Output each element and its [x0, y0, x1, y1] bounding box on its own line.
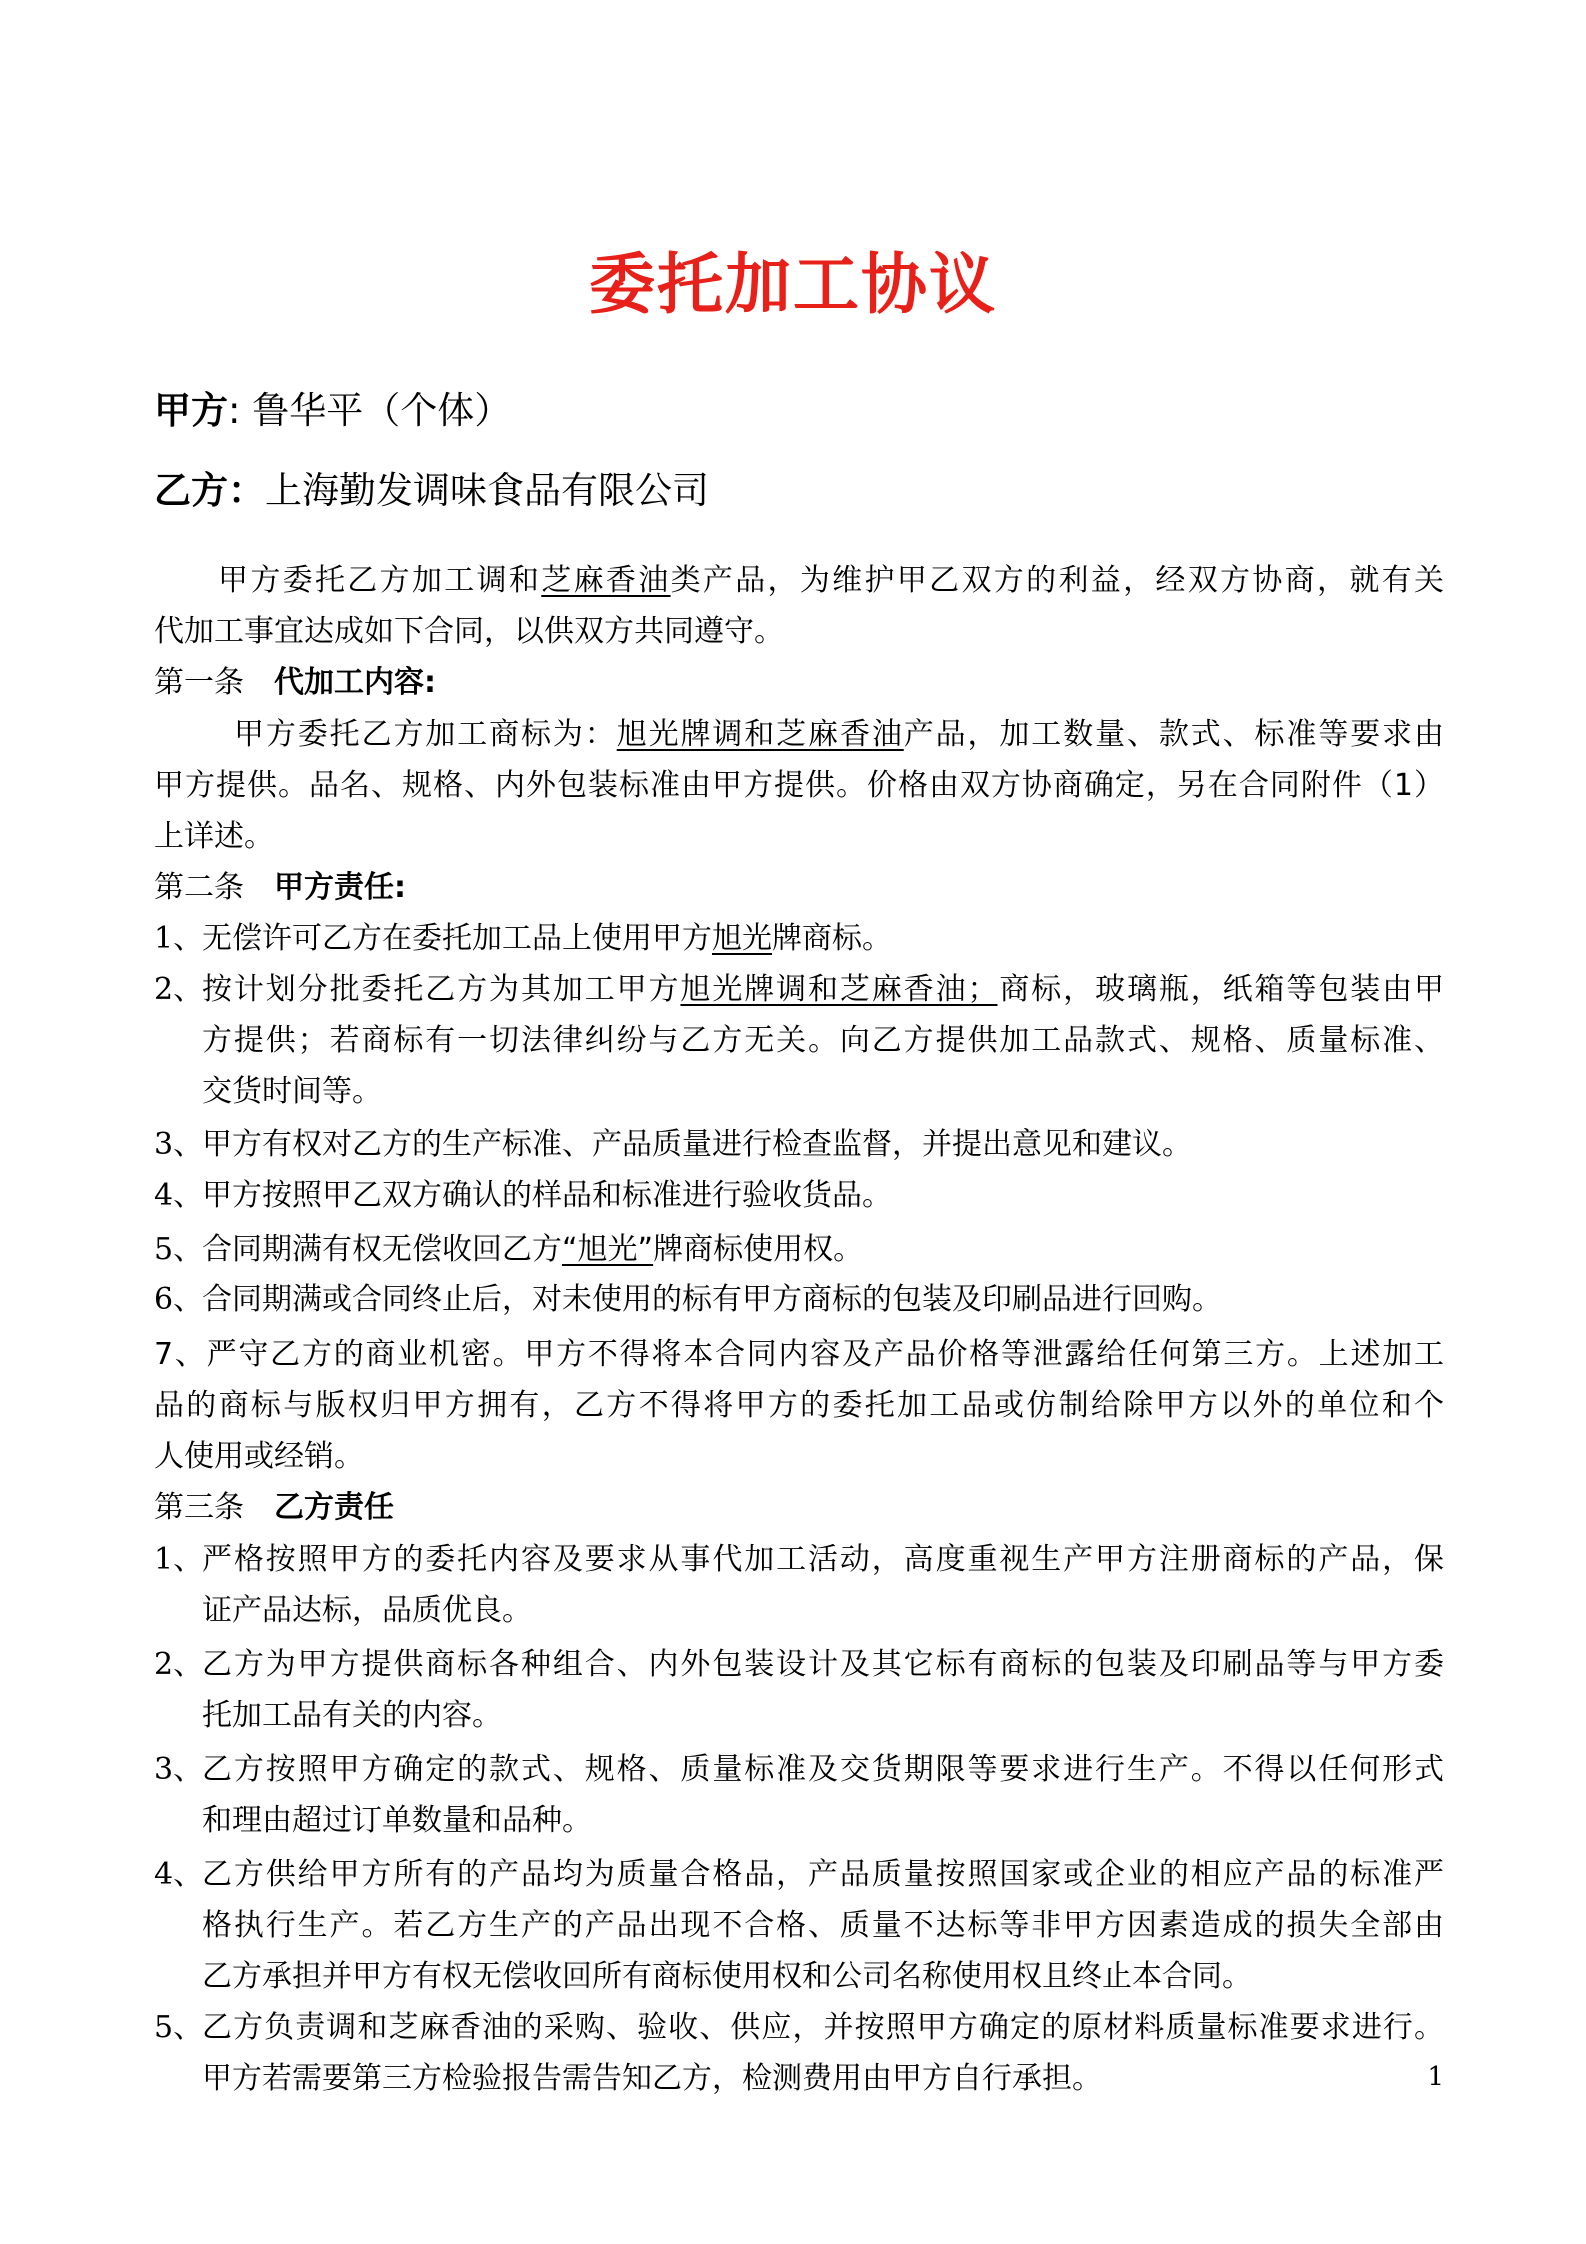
item-number: 4、 [154, 1178, 204, 1213]
article-1-line-1 [234, 717, 1445, 752]
item-underlined: “旭光” [562, 1232, 654, 1267]
article-3-title: 乙方责任 [274, 1490, 394, 1525]
article-2-item-7-line-3: 人使用或经销。 [154, 1439, 364, 1474]
article-2-heading [154, 870, 406, 905]
article-2-item-7-line-2: 品的商标与版权归甲方拥有，乙方不得将甲方的委托加工品或仿制给除甲方以外的单位和个 [154, 1388, 1444, 1423]
article-1-line-3: 上详述。 [154, 819, 274, 854]
item-text-part: 牌商标。 [772, 921, 892, 956]
party-b-sep: ： [228, 469, 265, 512]
item-text: 乙方负责调和芝麻香油的采购、验收、供应，并按照甲方确定的原材料质量标准要求进行。 [202, 2010, 1444, 2045]
item-text [202, 921, 1444, 956]
item-number: 2、 [154, 1647, 204, 1682]
item-text: 合同期满或合同终止后，对未使用的标有甲方商标的包装及印刷品进行回购。 [202, 1282, 1222, 1317]
item-text-part: 牌商标使用权。 [653, 1232, 864, 1267]
item-number: 6、 [154, 1282, 204, 1317]
article-2-item-2-line-2: 方提供；若商标有一切法律纠纷与乙方无关。向乙方提供加工品款式、规格、质量标准、 [202, 1023, 1444, 1058]
document-title: 委托加工协议 [589, 246, 997, 323]
article-1-line-2: 甲方提供。品名、规格、内外包装标准由甲方提供。价格由双方协商确定，另在合同附件（1） [154, 768, 1444, 803]
article-2-title: 甲方责任: [274, 870, 406, 905]
article-3-item-5-line-2: 甲方若需要第三方检验报告需告知乙方，检测费用由甲方自行承担。 [202, 2061, 1102, 2096]
item-text: 乙方为甲方提供商标各种组合、内外包装设计及其它标有商标的包装及印刷品等与甲方委 [202, 1647, 1444, 1682]
article-1-heading [154, 665, 436, 700]
page-number: 1 [1427, 2062, 1444, 2092]
item-number: 5、 [154, 2010, 204, 2045]
item-text: 严格按照甲方的委托内容及要求从事代加工活动，高度重视生产甲方注册商标的产品，保 [202, 1542, 1444, 1577]
item-number: 5、 [154, 1232, 204, 1267]
item-text-part: 合同期满有权无偿收回乙方 [202, 1232, 562, 1267]
item-text: 乙方按照甲方确定的款式、规格、质量标准及交货期限等要求进行生产。不得以任何形式 [202, 1752, 1444, 1787]
article-2-number: 第二条 [154, 870, 244, 905]
party-a-value: 鲁华平（个体） [240, 389, 512, 432]
item-number: 1、 [154, 921, 204, 956]
item-underlined: 旭光 [712, 921, 772, 956]
party-b-label: 乙方 [154, 469, 228, 512]
article-1-underlined: 旭光牌调和芝麻香油 [616, 717, 904, 752]
article-3-item-4-line-3: 乙方承担并甲方有权无偿收回所有商标使用权和公司名称使用权且终止本合同。 [202, 1959, 1252, 1994]
intro-underlined: 芝麻香油 [541, 563, 671, 598]
party-b [154, 469, 709, 512]
item-number: 3、 [154, 1127, 204, 1162]
intro-text: 甲方委托乙方加工调和 [218, 563, 542, 598]
article-1-title: 代加工内容: [274, 665, 436, 700]
party-b-value: 上海勤发调味食品有限公司 [265, 469, 709, 512]
article-2-item-7-line-1: 7、严守乙方的商业机密。甲方不得将本合同内容及产品价格等泄露给任何第三方。上述加工 [154, 1337, 1444, 1372]
intro-text: 类产品，为维护甲乙双方的利益，经双方协商，就有关 [670, 563, 1445, 598]
article-1-text: 甲方委托乙方加工商标为： [234, 717, 617, 752]
article-3-item-3-line-2: 和理由超过订单数量和品种。 [202, 1803, 592, 1838]
item-text: 乙方供给甲方所有的产品均为质量合格品，产品质量按照国家或企业的相应产品的标准严 [202, 1857, 1444, 1892]
item-text: 甲方有权对乙方的生产标准、产品质量进行检查监督，并提出意见和建议。 [202, 1127, 1192, 1162]
article-3-item-2-line-2: 托加工品有关的内容。 [202, 1698, 502, 1733]
item-number: 3、 [154, 1752, 204, 1787]
article-3-item-1-line-2: 证产品达标，品质优良。 [202, 1593, 532, 1628]
article-3-number: 第三条 [154, 1490, 244, 1525]
item-text-part: 商标，玻璃瓶，纸箱等包装由甲 [997, 972, 1445, 1007]
article-1-number: 第一条 [154, 665, 244, 700]
item-text-part: 无偿许可乙方在委托加工品上使用甲方 [202, 921, 712, 956]
article-2-item-2-line-3: 交货时间等。 [202, 1074, 382, 1109]
article-1-text: 产品，加工数量、款式、标准等要求由 [903, 717, 1445, 752]
intro-line-2: 代加工事宜达成如下合同，以供双方共同遵守。 [154, 614, 784, 649]
item-text-part: 按计划分批委托乙方为其加工甲方 [202, 972, 681, 1007]
item-text: 甲方按照甲乙双方确认的样品和标准进行验收货品。 [202, 1178, 892, 1213]
article-3-heading [154, 1490, 394, 1525]
party-a-sep: : [228, 389, 241, 432]
item-number: 2、 [154, 972, 204, 1007]
item-underlined: 旭光牌调和芝麻香油； [680, 972, 998, 1007]
article-3-item-4-line-2: 格执行生产。若乙方生产的产品出现不合格、质量不达标等非甲方因素造成的损失全部由 [202, 1908, 1444, 1943]
party-a-label: 甲方 [154, 389, 228, 432]
intro-line-1 [218, 563, 1445, 598]
item-text [202, 1232, 1444, 1267]
item-number: 1、 [154, 1542, 204, 1577]
party-a [154, 389, 512, 432]
item-number: 4、 [154, 1857, 204, 1892]
item-text [202, 972, 1445, 1007]
